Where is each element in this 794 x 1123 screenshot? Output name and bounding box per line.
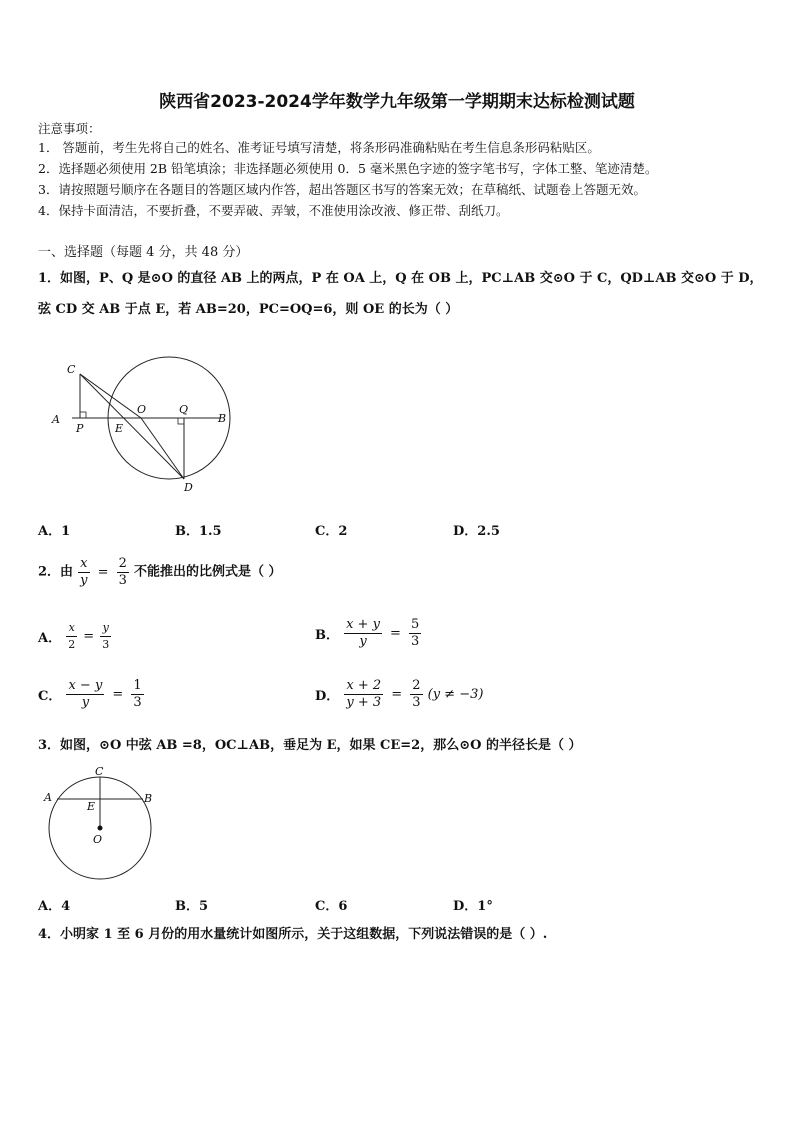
q1-segment-od [141, 418, 184, 479]
q1-option-d: D．2.5 [453, 524, 500, 539]
q1-line1: 1．如图，P、Q 是⊙O 的直径 AB 上的两点，P 在 OA 上，Q 在 OB 上，PC⊥AB 交⊙O 于 C，QD⊥AB 交⊙O 于 D， [38, 271, 763, 286]
q3-option-a: A．4 [38, 899, 71, 914]
q1-option-b: B．1.5 [175, 524, 222, 539]
q2-option-d-frac2: $\frac{2}{3}$ [412, 678, 421, 710]
q2-option-c-label: C． [38, 689, 62, 704]
q1-label-b: B [218, 412, 227, 425]
q1-label-p: P [76, 422, 84, 435]
q1-label-e: E [115, 422, 124, 435]
q1-segment-co [80, 374, 141, 418]
q2-fraction-23: $\frac{2}{3}$ [118, 556, 127, 588]
q2-option-b-frac1: $\frac{x + y}{y}$ [346, 617, 380, 649]
q2-option-a-label: A． [38, 631, 62, 646]
q4-stem: 4．小明家 1 至 6 月份的用水量统计如图所示，关于这组数据，下列说法错误的是（ ）. [38, 927, 548, 942]
q2-fraction-xy: $\frac{x}{y}$ [80, 556, 88, 588]
q3-center-point [98, 826, 103, 831]
section-heading: 一、选择题（每题 4 分，共 48 分） [38, 245, 249, 260]
q1-option-a: A．1 [38, 524, 71, 539]
q2-option-b-frac2: $\frac{5}{3}$ [411, 617, 420, 649]
q2-option-c-frac2: $\frac{1}{3}$ [133, 678, 142, 710]
q2-prefix: 2．由 [38, 564, 74, 580]
q2-option-c [38, 678, 144, 711]
q1-right-angle-p [80, 412, 86, 418]
notice-item-3: 3．请按照题号顺序在各题目的答题区域内作答，超出答题区书写的答案无效；在草稿纸、试题卷上答题无效。 [38, 182, 646, 197]
q3-label-b: B [144, 792, 153, 805]
q2-option-a-frac2: $\frac{y}{3}$ [102, 621, 110, 651]
q1-label-d: D [184, 481, 193, 494]
q1-line2: 弦 CD 交 AB 于点 E，若 AB=20，PC=OQ=6，则 OE 的长为（ ） [38, 302, 459, 317]
page-title: 陕西省2023-2024学年数学九年级第一学期期末达标检测试题 [159, 92, 635, 112]
q2-option-d-frac1: $\frac{x + 2}{y + 3}$ [346, 678, 382, 710]
q1-label-a: A [52, 413, 60, 426]
q2-stem [38, 556, 282, 589]
notice-item-1: 1． 答题前，考生先将自己的姓名、准考证号填写清楚，将条形码准确粘贴在考生信息条形码粘贴区。 [38, 140, 600, 155]
q1-chord-cd [80, 374, 184, 479]
q1-right-angle-q [178, 418, 184, 424]
q2-equals: = [97, 565, 109, 580]
q3-option-b: B．5 [175, 899, 209, 914]
q2-option-b [315, 617, 421, 650]
q2-option-a-eq: = [83, 629, 95, 644]
q1-label-c: C [67, 363, 76, 376]
q3-option-c: C．6 [315, 899, 348, 914]
q2-option-b-eq: = [390, 626, 401, 641]
notice-item-4: 4．保持卡面清洁，不要折叠，不要弄破、弄皱，不准使用涂改液、修正带、刮纸刀。 [38, 203, 509, 218]
notice-heading: 注意事项： [38, 121, 101, 136]
q2-option-a [38, 620, 111, 653]
q3-stem: 3．如图，⊙O 中弦 AB =8，OC⊥AB，垂足为 E，如果 CE=2，那么⊙O 的半径长是（ ） [38, 738, 582, 753]
q1-label-q: Q [179, 403, 189, 416]
q3-label-e: E [87, 800, 96, 813]
notice-item-2: 2．选择题必须使用 2B 铅笔填涂；非选择题必须使用 0．5 毫米黑色字迹的签字笔书写，字体工整、笔迹清楚。 [38, 161, 658, 176]
q2-option-b-label: B． [315, 628, 339, 643]
q1-option-c: C．2 [315, 524, 348, 539]
q3-figure [40, 760, 160, 885]
q1-label-o: O [137, 403, 147, 416]
q2-option-d [315, 678, 483, 711]
q2-option-d-condition: (y ≠ −3) [427, 687, 484, 702]
q3-option-d: D．1° [453, 899, 493, 914]
q2-suffix: 不能推出的比例式是（ ） [133, 564, 282, 580]
q2-option-d-eq: = [391, 687, 403, 702]
q2-option-a-frac1: $\frac{x}{2}$ [68, 621, 76, 651]
q2-option-c-frac1: $\frac{x - y}{y}$ [68, 678, 103, 710]
q1-figure [45, 355, 245, 500]
q3-label-a: A [44, 791, 52, 804]
q2-option-c-eq: = [112, 687, 124, 702]
q3-label-c: C [95, 765, 104, 778]
q3-label-o: O [93, 833, 103, 846]
q2-option-d-label: D． [315, 689, 340, 704]
